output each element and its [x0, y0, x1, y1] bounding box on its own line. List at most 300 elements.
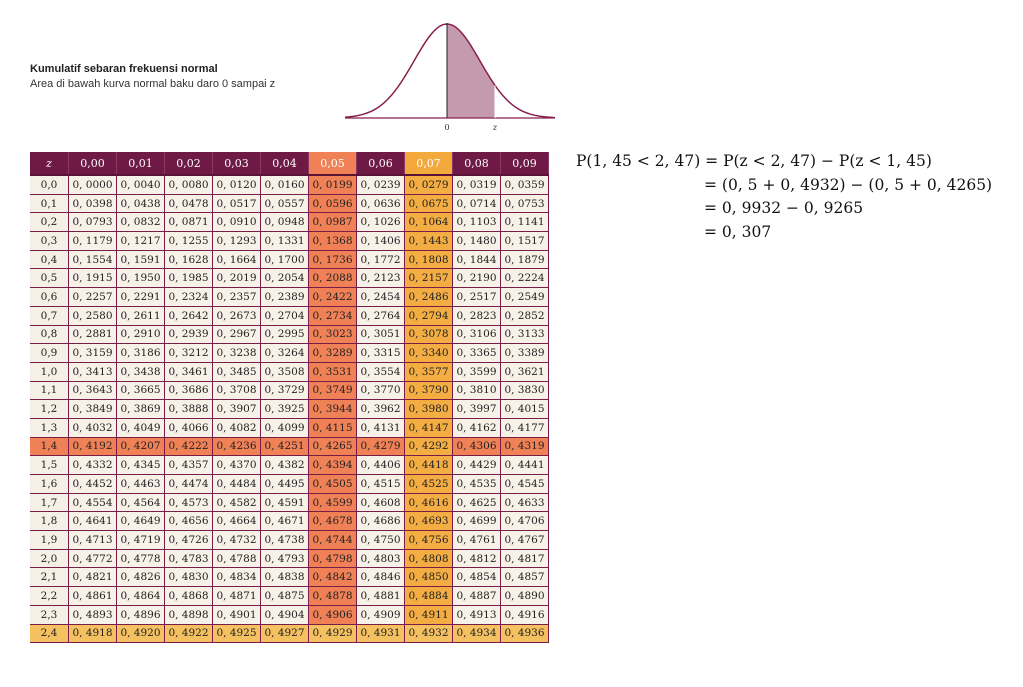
formula-line-1: P(1, 45 < 2, 47) = P(z < 2, 47) − P(z < 1, 45) [576, 152, 932, 170]
table-cell: 0, 2611 [117, 306, 165, 325]
table-row [30, 400, 549, 419]
table-cell: 0, 2823 [453, 306, 501, 325]
table-cell: 0, 4564 [117, 493, 165, 512]
row-z-value: 1,2 [30, 400, 69, 419]
table-cell: 0, 1736 [309, 250, 357, 269]
table-cell: 0, 2190 [453, 269, 501, 288]
table-cell: 0, 3830 [501, 381, 549, 400]
z-label: z [492, 123, 498, 132]
table-cell: 0, 4406 [357, 456, 405, 475]
table-cell: 0, 4878 [309, 587, 357, 606]
table-cell: 0, 2517 [453, 288, 501, 307]
formula-line-4: = 0, 307 [704, 222, 772, 241]
table-cell: 0, 4842 [309, 568, 357, 587]
table-header-row [30, 152, 549, 175]
table-cell: 0, 0199 [309, 175, 357, 194]
table-cell: 0, 4922 [165, 624, 213, 643]
row-z-value: 1,7 [30, 493, 69, 512]
table-cell: 0, 3665 [117, 381, 165, 400]
table-cell: 0, 1331 [261, 232, 309, 251]
table-cell: 0, 2549 [501, 288, 549, 307]
table-cell: 0, 4495 [261, 475, 309, 494]
table-cell: 0, 4726 [165, 531, 213, 550]
table-cell: 0, 2257 [69, 288, 117, 307]
table-cell: 0, 1064 [405, 213, 453, 232]
row-z-value: 0,5 [30, 269, 69, 288]
table-cell: 0, 4049 [117, 418, 165, 437]
table-cell: 0, 3315 [357, 344, 405, 363]
table-row [30, 344, 549, 363]
table-cell: 0, 1255 [165, 232, 213, 251]
table-cell: 0, 4706 [501, 512, 549, 531]
table-cell: 0, 0636 [357, 194, 405, 213]
table-cell: 0, 1103 [453, 213, 501, 232]
table-row [30, 587, 549, 606]
table-cell: 0, 2019 [213, 269, 261, 288]
table-cell: 0, 4927 [261, 624, 309, 643]
table-cell: 0, 4861 [69, 587, 117, 606]
table-cell: 0, 4474 [165, 475, 213, 494]
table-cell: 0, 0359 [501, 175, 549, 194]
table-cell: 0, 4920 [117, 624, 165, 643]
formula-line-3: = 0, 9932 − 0, 9265 [704, 199, 864, 217]
table-cell: 0, 2357 [213, 288, 261, 307]
table-cell: 0, 4554 [69, 493, 117, 512]
table-cell: 0, 2389 [261, 288, 309, 307]
table-cell: 0, 4545 [501, 475, 549, 494]
table-cell: 0, 1480 [453, 232, 501, 251]
table-cell: 0, 2939 [165, 325, 213, 344]
table-cell: 0, 4916 [501, 605, 549, 624]
table-cell: 0, 3159 [69, 344, 117, 363]
table-cell: 0, 3643 [69, 381, 117, 400]
table-cell: 0, 1950 [117, 269, 165, 288]
table-cell: 0, 4887 [453, 587, 501, 606]
table-cell: 0, 4115 [309, 418, 357, 437]
table-cell: 0, 3925 [261, 400, 309, 419]
table-cell: 0, 1985 [165, 269, 213, 288]
table-cell: 0, 2967 [213, 325, 261, 344]
table-row [30, 475, 549, 494]
table-cell: 0, 1628 [165, 250, 213, 269]
table-cell: 0, 4918 [69, 624, 117, 643]
table-cell: 0, 3554 [357, 362, 405, 381]
table-cell: 0, 0239 [357, 175, 405, 194]
table-cell: 0, 4898 [165, 605, 213, 624]
table-cell: 0, 0319 [453, 175, 501, 194]
table-cell: 0, 4418 [405, 456, 453, 475]
table-cell: 0, 4750 [357, 531, 405, 550]
table-cell: 0, 4744 [309, 531, 357, 550]
table-cell: 0, 2642 [165, 306, 213, 325]
table-cell: 0, 2580 [69, 306, 117, 325]
table-cell: 0, 2734 [309, 306, 357, 325]
table-cell: 0, 0120 [213, 175, 261, 194]
table-cell: 0, 4929 [309, 624, 357, 643]
table-cell: 0, 1179 [69, 232, 117, 251]
header-z: z [30, 152, 69, 175]
table-cell: 0, 1808 [405, 250, 453, 269]
table-cell: 0, 3599 [453, 362, 501, 381]
table-cell: 0, 4608 [357, 493, 405, 512]
table-cell: 0, 4931 [357, 624, 405, 643]
column-header: 0,04 [261, 152, 309, 175]
table-cell: 0, 4693 [405, 512, 453, 531]
table-cell: 0, 1591 [117, 250, 165, 269]
table-cell: 0, 1915 [69, 269, 117, 288]
normal-curve-figure [340, 18, 560, 133]
table-cell: 0, 4147 [405, 418, 453, 437]
table-cell: 0, 4881 [357, 587, 405, 606]
table-cell: 0, 0596 [309, 194, 357, 213]
table-cell: 0, 4429 [453, 456, 501, 475]
table-cell: 0, 4616 [405, 493, 453, 512]
column-header: 0,02 [165, 152, 213, 175]
table-cell: 0, 4788 [213, 549, 261, 568]
table-row [30, 306, 549, 325]
table-cell: 0, 4761 [453, 531, 501, 550]
table-cell: 0, 3212 [165, 344, 213, 363]
table-cell: 0, 0675 [405, 194, 453, 213]
table-cell: 0, 1554 [69, 250, 117, 269]
table-cell: 0, 3888 [165, 400, 213, 419]
table-cell: 0, 4066 [165, 418, 213, 437]
table-cell: 0, 4875 [261, 587, 309, 606]
table-cell: 0, 0000 [69, 175, 117, 194]
table-cell: 0, 3023 [309, 325, 357, 344]
table-cell: 0, 4582 [213, 493, 261, 512]
table-cell: 0, 4936 [501, 624, 549, 643]
row-z-value: 0,8 [30, 325, 69, 344]
row-z-value: 0,4 [30, 250, 69, 269]
table-row [30, 512, 549, 531]
table-cell: 0, 3389 [501, 344, 549, 363]
table-cell: 0, 4904 [261, 605, 309, 624]
table-cell: 0, 0557 [261, 194, 309, 213]
table-cell: 0, 2088 [309, 269, 357, 288]
table-cell: 0, 4713 [69, 531, 117, 550]
table-cell: 0, 3907 [213, 400, 261, 419]
table-cell: 0, 0040 [117, 175, 165, 194]
table-cell: 0, 4732 [213, 531, 261, 550]
table-cell: 0, 4032 [69, 418, 117, 437]
formula-line-2: = (0, 5 + 0, 4932) − (0, 5 + 0, 4265) [704, 175, 993, 194]
table-cell: 0, 2852 [501, 306, 549, 325]
table-row [30, 194, 549, 213]
table-cell: 0, 0714 [453, 194, 501, 213]
row-z-value: 2,3 [30, 605, 69, 624]
table-row [30, 456, 549, 475]
table-cell: 0, 1700 [261, 250, 309, 269]
table-cell: 0, 4222 [165, 437, 213, 456]
table-cell: 0, 4686 [357, 512, 405, 531]
table-cell: 0, 3365 [453, 344, 501, 363]
table-cell: 0, 3340 [405, 344, 453, 363]
table-cell: 0, 3438 [117, 362, 165, 381]
table-cell: 0, 1293 [213, 232, 261, 251]
zero-label: 0 [444, 123, 450, 132]
table-cell: 0, 4319 [501, 437, 549, 456]
table-cell: 0, 4656 [165, 512, 213, 531]
table-cell: 0, 4767 [501, 531, 549, 550]
table-cell: 0, 4808 [405, 549, 453, 568]
shaded-area [447, 24, 495, 118]
table-cell: 0, 4893 [69, 605, 117, 624]
table-cell: 0, 2157 [405, 269, 453, 288]
table-cell: 0, 3770 [357, 381, 405, 400]
table-cell: 0, 2704 [261, 306, 309, 325]
table-row [30, 325, 549, 344]
table-cell: 0, 1026 [357, 213, 405, 232]
table-cell: 0, 4357 [165, 456, 213, 475]
table-cell: 0, 0438 [117, 194, 165, 213]
table-cell: 0, 4641 [69, 512, 117, 531]
table-cell: 0, 4162 [453, 418, 501, 437]
table-cell: 0, 4332 [69, 456, 117, 475]
caption-title: Kumulatif sebaran frekuensi normal [30, 63, 218, 75]
table-cell: 0, 0871 [165, 213, 213, 232]
table-cell: 0, 4821 [69, 568, 117, 587]
table-cell: 0, 1772 [357, 250, 405, 269]
table-cell: 0, 2454 [357, 288, 405, 307]
table-cell: 0, 3413 [69, 362, 117, 381]
table-cell: 0, 4591 [261, 493, 309, 512]
table-cell: 0, 2881 [69, 325, 117, 344]
table-cell: 0, 4515 [357, 475, 405, 494]
table-cell: 0, 2764 [357, 306, 405, 325]
table-cell: 0, 4292 [405, 437, 453, 456]
table-row [30, 418, 549, 437]
row-z-value: 0,6 [30, 288, 69, 307]
table-cell: 0, 4719 [117, 531, 165, 550]
row-z-value: 1,0 [30, 362, 69, 381]
table-row [30, 213, 549, 232]
table-cell: 0, 4798 [309, 549, 357, 568]
table-cell: 0, 3531 [309, 362, 357, 381]
table-cell: 0, 4573 [165, 493, 213, 512]
row-z-value: 0,7 [30, 306, 69, 325]
table-cell: 0, 4265 [309, 437, 357, 456]
table-cell: 0, 1664 [213, 250, 261, 269]
table-cell: 0, 2224 [501, 269, 549, 288]
table-cell: 0, 4864 [117, 587, 165, 606]
table-cell: 0, 1517 [501, 232, 549, 251]
table-cell: 0, 3508 [261, 362, 309, 381]
table-cell: 0, 4207 [117, 437, 165, 456]
table-cell: 0, 4871 [213, 587, 261, 606]
table-cell: 0, 4925 [213, 624, 261, 643]
table-cell: 0, 4015 [501, 400, 549, 419]
column-header: 0,05 [309, 152, 357, 175]
table-row [30, 531, 549, 550]
table-row [30, 493, 549, 512]
table-cell: 0, 4236 [213, 437, 261, 456]
table-cell: 0, 0832 [117, 213, 165, 232]
table-cell: 0, 0080 [165, 175, 213, 194]
table-cell: 0, 2910 [117, 325, 165, 344]
table-cell: 0, 3708 [213, 381, 261, 400]
table-cell: 0, 4868 [165, 587, 213, 606]
table-row [30, 437, 549, 456]
table-cell: 0, 4382 [261, 456, 309, 475]
table-cell: 0, 3186 [117, 344, 165, 363]
row-z-value: 2,2 [30, 587, 69, 606]
row-z-value: 1,1 [30, 381, 69, 400]
table-row [30, 549, 549, 568]
row-z-value: 2,0 [30, 549, 69, 568]
table-cell: 0, 4649 [117, 512, 165, 531]
table-cell: 0, 0279 [405, 175, 453, 194]
table-cell: 0, 3106 [453, 325, 501, 344]
row-z-value: 2,4 [30, 624, 69, 643]
row-z-value: 1,9 [30, 531, 69, 550]
column-header: 0,00 [69, 152, 117, 175]
table-cell: 0, 3289 [309, 344, 357, 363]
table-cell: 0, 1141 [501, 213, 549, 232]
table-cell: 0, 2123 [357, 269, 405, 288]
table-cell: 0, 4192 [69, 437, 117, 456]
table-cell: 0, 3944 [309, 400, 357, 419]
table-cell: 0, 0478 [165, 194, 213, 213]
table-cell: 0, 4463 [117, 475, 165, 494]
row-z-value: 0,1 [30, 194, 69, 213]
column-header: 0,09 [501, 152, 549, 175]
table-cell: 0, 0793 [69, 213, 117, 232]
table-cell: 0, 3133 [501, 325, 549, 344]
table-cell: 0, 4834 [213, 568, 261, 587]
table-cell: 0, 4664 [213, 512, 261, 531]
table-row [30, 288, 549, 307]
table-cell: 0, 4251 [261, 437, 309, 456]
table-row [30, 175, 549, 194]
table-cell: 0, 0948 [261, 213, 309, 232]
table-row [30, 232, 549, 251]
table-cell: 0, 4441 [501, 456, 549, 475]
table-cell: 0, 4699 [453, 512, 501, 531]
table-row [30, 381, 549, 400]
table-cell: 0, 3810 [453, 381, 501, 400]
table-row [30, 269, 549, 288]
row-z-value: 1,4 [30, 437, 69, 456]
column-header: 0,07 [405, 152, 453, 175]
caption-subtitle: Area di bawah kurva normal baku daro 0 sampai z [30, 78, 276, 90]
table-cell: 0, 4505 [309, 475, 357, 494]
table-cell: 0, 4906 [309, 605, 357, 624]
column-header: 0,03 [213, 152, 261, 175]
table-cell: 0, 4370 [213, 456, 261, 475]
table-cell: 0, 3980 [405, 400, 453, 419]
table-cell: 0, 4909 [357, 605, 405, 624]
table-cell: 0, 4890 [501, 587, 549, 606]
table-cell: 0, 1406 [357, 232, 405, 251]
table-cell: 0, 4394 [309, 456, 357, 475]
table-cell: 0, 4452 [69, 475, 117, 494]
table-cell: 0, 2673 [213, 306, 261, 325]
table-row [30, 362, 549, 381]
table-cell: 0, 2291 [117, 288, 165, 307]
table-cell: 0, 3962 [357, 400, 405, 419]
table-cell: 0, 4854 [453, 568, 501, 587]
table-cell: 0, 4857 [501, 568, 549, 587]
table-cell: 0, 2995 [261, 325, 309, 344]
table-cell: 0, 0398 [69, 194, 117, 213]
table-cell: 0, 2324 [165, 288, 213, 307]
table-cell: 0, 3686 [165, 381, 213, 400]
table-cell: 0, 0517 [213, 194, 261, 213]
table-cell: 0, 1368 [309, 232, 357, 251]
table-cell: 0, 1443 [405, 232, 453, 251]
table-cell: 0, 4934 [453, 624, 501, 643]
table-cell: 0, 3849 [69, 400, 117, 419]
table-cell: 0, 3790 [405, 381, 453, 400]
table-cell: 0, 4896 [117, 605, 165, 624]
table-cell: 0, 4838 [261, 568, 309, 587]
table-cell: 0, 3485 [213, 362, 261, 381]
table-row [30, 568, 549, 587]
table-cell: 0, 4756 [405, 531, 453, 550]
table-cell: 0, 1844 [453, 250, 501, 269]
table-cell: 0, 4850 [405, 568, 453, 587]
table-cell: 0, 3238 [213, 344, 261, 363]
table-cell: 0, 4913 [453, 605, 501, 624]
row-z-value: 1,6 [30, 475, 69, 494]
table-cell: 0, 4131 [357, 418, 405, 437]
table-cell: 0, 4911 [405, 605, 453, 624]
table-cell: 0, 4772 [69, 549, 117, 568]
table-cell: 0, 3051 [357, 325, 405, 344]
table-cell: 0, 3729 [261, 381, 309, 400]
row-z-value: 1,8 [30, 512, 69, 531]
table-cell: 0, 4633 [501, 493, 549, 512]
table-cell: 0, 3461 [165, 362, 213, 381]
row-z-value: 1,3 [30, 418, 69, 437]
table-cell: 0, 4901 [213, 605, 261, 624]
table-cell: 0, 4830 [165, 568, 213, 587]
table-cell: 0, 4671 [261, 512, 309, 531]
table-cell: 0, 4812 [453, 549, 501, 568]
table-cell: 0, 4932 [405, 624, 453, 643]
table-cell: 0, 3749 [309, 381, 357, 400]
table-cell: 0, 4803 [357, 549, 405, 568]
table-cell: 0, 4279 [357, 437, 405, 456]
row-z-value: 0,3 [30, 232, 69, 251]
table-row [30, 250, 549, 269]
table-cell: 0, 4778 [117, 549, 165, 568]
table-cell: 0, 4817 [501, 549, 549, 568]
column-header: 0,01 [117, 152, 165, 175]
table-cell: 0, 4535 [453, 475, 501, 494]
table-cell: 0, 3264 [261, 344, 309, 363]
table-cell: 0, 4599 [309, 493, 357, 512]
table-cell: 0, 4345 [117, 456, 165, 475]
row-z-value: 0,9 [30, 344, 69, 363]
row-z-value: 0,2 [30, 213, 69, 232]
column-header: 0,08 [453, 152, 501, 175]
table-cell: 0, 4484 [213, 475, 261, 494]
table-cell: 0, 4525 [405, 475, 453, 494]
table-cell: 0, 4306 [453, 437, 501, 456]
table-cell: 0, 2054 [261, 269, 309, 288]
table-cell: 0, 4738 [261, 531, 309, 550]
table-cell: 0, 4783 [165, 549, 213, 568]
table-cell: 0, 4884 [405, 587, 453, 606]
table-row [30, 624, 549, 643]
table-cell: 0, 2794 [405, 306, 453, 325]
table-cell: 0, 4625 [453, 493, 501, 512]
table-cell: 0, 0910 [213, 213, 261, 232]
table-cell: 0, 4082 [213, 418, 261, 437]
table-cell: 0, 4793 [261, 549, 309, 568]
